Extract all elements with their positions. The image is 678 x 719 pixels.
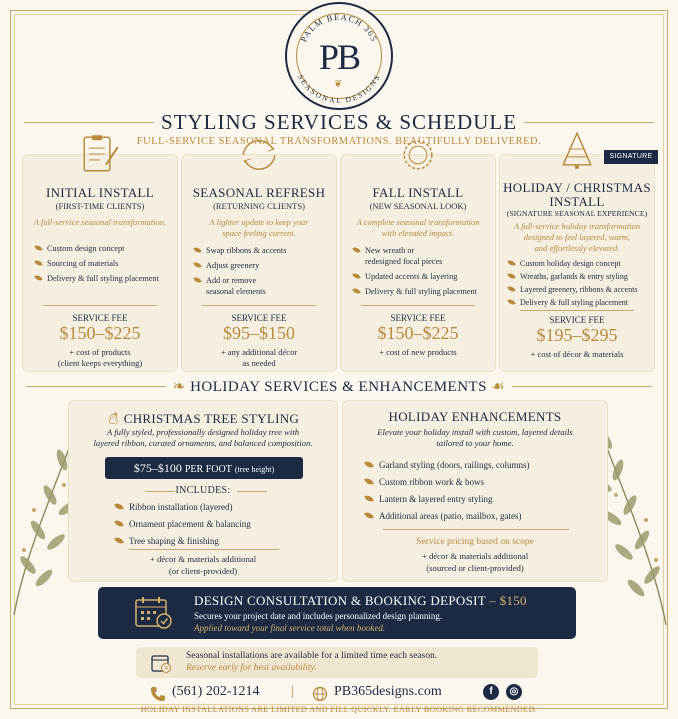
tree-price-unit: PER FOOT <box>184 464 232 475</box>
panel-description: tailored to your home. <box>436 438 514 448</box>
logo-monogram: PB <box>318 37 360 77</box>
card-title: INITIAL INSTALL <box>45 185 155 200</box>
leaf-left-icon: ❧ <box>172 379 191 395</box>
divider <box>383 529 569 530</box>
card-description: space feeling current. <box>222 228 296 238</box>
reserve-notice <box>136 647 538 678</box>
tree-price-note: (tree height) <box>234 465 275 474</box>
reserve-line: Seasonal installations are available for a limited time each season. <box>186 651 438 661</box>
divider <box>202 305 316 306</box>
card-feature-list <box>192 245 330 301</box>
price-note: + cost of décor & materials <box>530 349 624 359</box>
card-subtitle: (RETURNING CLIENTS) <box>213 201 305 211</box>
page-subtitle: FULL-SERVICE SEASONAL TRANSFORMATIONS. BEAUTIFULLY DELIVERED. <box>136 136 542 147</box>
refresh-icon <box>182 135 336 175</box>
calendar-icon <box>150 652 172 674</box>
list-item: Sourcing of materials <box>33 258 171 269</box>
phone-icon <box>150 686 166 702</box>
includes-label: INCLUDES: <box>175 485 231 496</box>
service-card-fall-install <box>340 154 496 372</box>
website-link[interactable]: PB365designs.com <box>334 684 442 699</box>
logo-arc-bottom: SEASONAL DESIGNS <box>295 72 383 106</box>
price: $150–$225 <box>377 323 459 343</box>
price-note: + cost of new products <box>379 347 457 357</box>
enhancements-list <box>363 459 529 527</box>
list-item: Delivery & full styling placement <box>506 297 648 308</box>
card-subtitle: (FIRST-TIME CLIENTS) <box>55 201 145 211</box>
card-feature-list <box>33 243 171 288</box>
consultation-line: Secures your project date and includes personalized design planning. <box>194 611 443 621</box>
list-item: Custom holiday design concept <box>506 258 648 269</box>
list-item: Swap ribbons & accents <box>192 245 330 256</box>
list-item: Adjust greenery <box>192 260 330 271</box>
divider <box>361 305 475 306</box>
card-description: designed to feel layered, warm, <box>523 232 631 242</box>
card-feature-list <box>351 245 489 301</box>
tree-price: $75–$100 <box>133 461 182 475</box>
card-description: A lighter update to keep your <box>209 217 309 227</box>
shell-icon: ❦ <box>334 79 343 90</box>
panel-description: A fully styled, professionally designed holiday tree with <box>106 427 300 437</box>
card-description: A full-service seasonal transformation. <box>33 217 167 227</box>
panel-title-text: CHRISTMAS TREE STYLING <box>123 411 300 426</box>
section-title-text: HOLIDAY SERVICES & ENHANCEMENTS <box>190 379 488 395</box>
list-item: Garland styling (doors, railings, columns) <box>363 459 529 471</box>
card-subtitle: (SIGNATURE SEASONAL EXPERIENCE) <box>506 209 648 218</box>
consultation-title <box>194 593 527 609</box>
consultation-banner <box>98 587 576 639</box>
list-item: Delivery & full styling placement <box>33 273 171 284</box>
card-description: A full-service holiday transformation <box>513 221 641 231</box>
list-item: Delivery & full styling placement <box>351 286 489 297</box>
card-description: and effortlessly elevated. <box>534 243 620 253</box>
reserve-line: Reserve early for best availability. <box>186 663 317 673</box>
fee-label: SERVICE FEE <box>390 313 446 323</box>
globe-icon <box>312 686 328 702</box>
price-note: + cost of products <box>69 347 131 357</box>
panel-description: layered ribbon, curated ornaments, and balanced composition. <box>93 438 313 448</box>
pricing-note: Service pricing based on scope <box>416 537 534 547</box>
fee-label: SERVICE FEE <box>549 315 605 325</box>
list-item: Tree shaping & finishing <box>113 535 251 547</box>
price-note: as needed <box>242 358 276 368</box>
list-item: Layered greenery, ribbons & accents <box>506 284 648 295</box>
panel-description: Elevate your holiday install with custom, layered details <box>377 427 573 437</box>
fee-label: SERVICE FEE <box>231 313 287 323</box>
divider <box>520 310 634 311</box>
list-item-continued: seasonal elements <box>206 287 266 296</box>
panel-note: (or client-provided) <box>168 566 238 576</box>
panel-title: HOLIDAY ENHANCEMENTS <box>388 409 562 424</box>
card-subtitle: (NEW SEASONAL LOOK) <box>369 201 467 211</box>
calendar-check-icon <box>134 595 174 631</box>
holiday-enhancements-panel <box>342 400 608 582</box>
logo-arc-top: PALM BEACH 365 <box>298 11 380 44</box>
list-item-continued: redesigned focal pieces <box>365 257 443 266</box>
panel-note: (sourced or client-provided) <box>426 563 524 573</box>
divider <box>129 549 279 550</box>
price: $195–$295 <box>536 325 618 345</box>
list-item: Ribbon installation (layered) <box>113 501 251 513</box>
footer-note: HOLIDAY INSTALLATIONS ARE LIMITED AND FILL QUICKLY. EARLY BOOKING RECOMMENDED. <box>140 705 538 714</box>
price-note: (client keeps everything) <box>57 358 143 368</box>
price: $150–$225 <box>59 323 141 343</box>
tree-includes-list <box>113 501 251 552</box>
consultation-title-text: DESIGN CONSULTATION & BOOKING DEPOSIT <box>194 593 486 608</box>
tree-styling-panel <box>68 400 338 582</box>
card-title: HOLIDAY / CHRISTMAS <box>503 180 651 195</box>
christmas-tree-icon: ⛄︎ <box>106 411 121 426</box>
tree-price-bar <box>105 457 303 479</box>
card-title: SEASONAL REFRESH <box>192 185 326 200</box>
list-item: Additional areas (patio, mailbox, gates) <box>363 510 529 522</box>
facebook-icon[interactable]: f <box>483 684 499 700</box>
instagram-icon[interactable]: ◎ <box>506 684 522 700</box>
consultation-line: Applied toward your final service total when booked. <box>194 623 386 633</box>
list-item: Add or remove <box>192 275 330 286</box>
card-description: with elevated impact. <box>381 228 455 238</box>
section-title <box>0 377 678 396</box>
wreath-icon <box>341 135 495 175</box>
consultation-price: – $150 <box>489 593 527 608</box>
clipboard-icon <box>23 135 177 175</box>
card-description: A complete seasonal transformation <box>356 217 480 227</box>
list-item: Wreaths, garlands & entry styling <box>506 271 648 282</box>
list-item: Ornament placement & balancing <box>113 518 251 530</box>
signature-badge: SIGNATURE <box>604 150 658 164</box>
list-item: Updated accents & layering <box>351 271 489 282</box>
divider <box>43 305 157 306</box>
panel-note: + décor & materials additional <box>149 554 257 564</box>
list-item: Custom ribbon work & bows <box>363 476 529 488</box>
fee-label: SERVICE FEE <box>72 313 128 323</box>
price: $95–$150 <box>223 323 295 343</box>
phone-link[interactable]: (561) 202-1214 <box>172 684 260 699</box>
panel-note: + décor & materials additional <box>421 551 529 561</box>
service-card-holiday-install <box>499 154 655 372</box>
list-item: Lantern & layered entry styling <box>363 493 529 505</box>
card-title: INSTALL <box>549 194 605 209</box>
list-item: Custom design concept <box>33 243 171 254</box>
list-item: New wreath or <box>351 245 489 256</box>
panel-title <box>69 409 337 428</box>
leaf-right-icon: ☙ <box>487 379 506 395</box>
contact-separator: | <box>291 684 294 699</box>
page-title: STYLING SERVICES & SCHEDULE <box>160 110 518 134</box>
card-title: FALL INSTALL <box>372 185 464 200</box>
price-note: + any additional décor <box>220 347 298 357</box>
brand-logo <box>285 2 393 110</box>
service-card-initial-install <box>22 154 178 372</box>
card-feature-list <box>506 258 648 310</box>
service-card-seasonal-refresh <box>181 154 337 372</box>
